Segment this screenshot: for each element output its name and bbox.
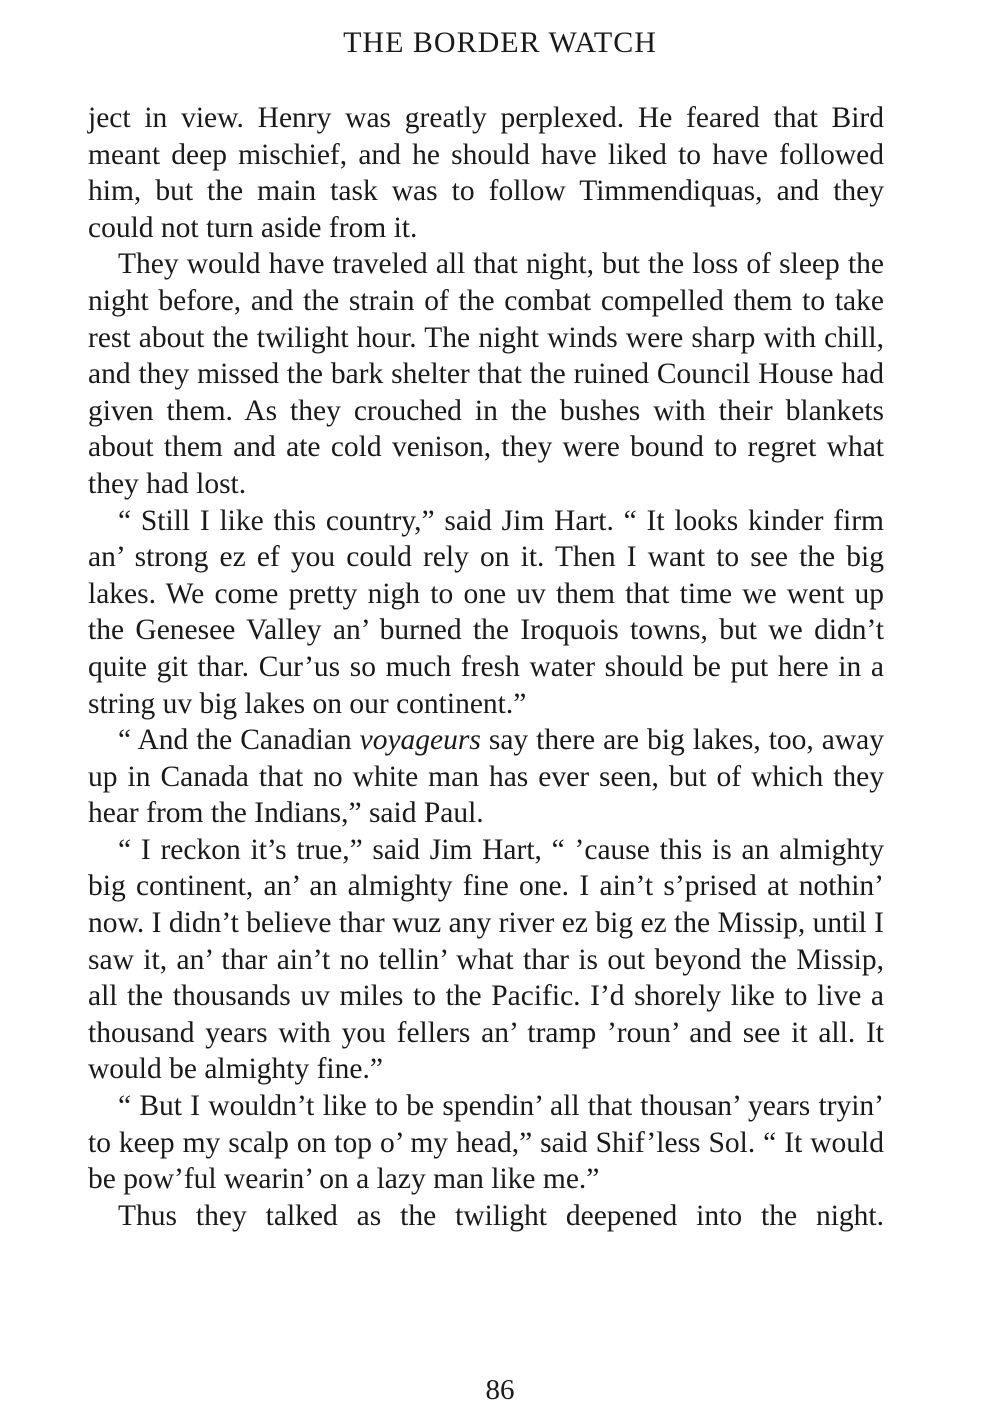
paragraph-jim-hart-continent: “ I reckon it’s true,” said Jim Hart, “ ’cause this is an almighty big continent, an’ an almighty fine one. I ain’t s’prised at nothin’ now. I didn’t believe thar wuz any river ez big ez the Missip, until I saw it, an’ thar ain’t no tellin’ what thar is out beyond the Missip, all the thousands uv miles to the Pacific. I’d shorely like to live a thousand years with you fellers an’ tramp ’roun’ and see it all. It would be almighty fine.” xyxy=(88,833,884,1086)
running-head-title: THE BORDER WATCH xyxy=(343,26,657,59)
paragraph-closing: Thus they talked as the twilight deepened into the night. xyxy=(118,1199,884,1232)
italic-voyageurs: voyageurs xyxy=(359,724,481,757)
paragraph-shifless-sol: “ But I wouldn’t like to be spendin’ all that thousan’ years tryin’ to keep my scalp on top o’ my head,” said Shif’less Sol. “ It would be pow’ful wearin’ on a lazy man like me.” xyxy=(88,1090,884,1196)
body-text xyxy=(88,100,884,1234)
paragraph-paul-part-1: “ And the Canadian xyxy=(118,724,360,757)
paragraph-paul-voyageurs xyxy=(88,722,884,832)
page-number: 86 xyxy=(485,1374,515,1406)
paragraph-night-rest: They would have traveled all that night, but the loss of sleep the night before, and the strain of the combat compelled them to take rest about the twilight hour. The night winds were sharp with chill, and they missed the bark shelter that the ruined Council House had given them. As they crouched in the bushes with their blankets about them and ate cold venison, they were bound to regret what they had lost. xyxy=(88,248,884,500)
paragraph-paul-part-2: say there are big lakes, too, away up in Canada that no white man has ever seen, but of which they hear from the Indians,” said Paul. xyxy=(88,724,884,830)
paragraph-continuation: ject in view. Henry was greatly perplexed. He feared that Bird meant deep mischief, and he should have liked to have followed him, but the main task was to follow Timmendiquas, and they could not turn aside from it. xyxy=(88,102,884,244)
paragraph-jim-hart-lakes: “ Still I like this country,” said Jim Hart. “ It looks kinder firm an’ strong ez ef you could rely on it. Then I want to see the big lakes. We come pretty nigh to one uv them that time we went up the Genesee Valley an’ burned the Iroquois towns, but we didn’t quite git thar. Cur’us so much fresh water should be put here in a string uv big lakes on our continent.” xyxy=(88,504,884,720)
